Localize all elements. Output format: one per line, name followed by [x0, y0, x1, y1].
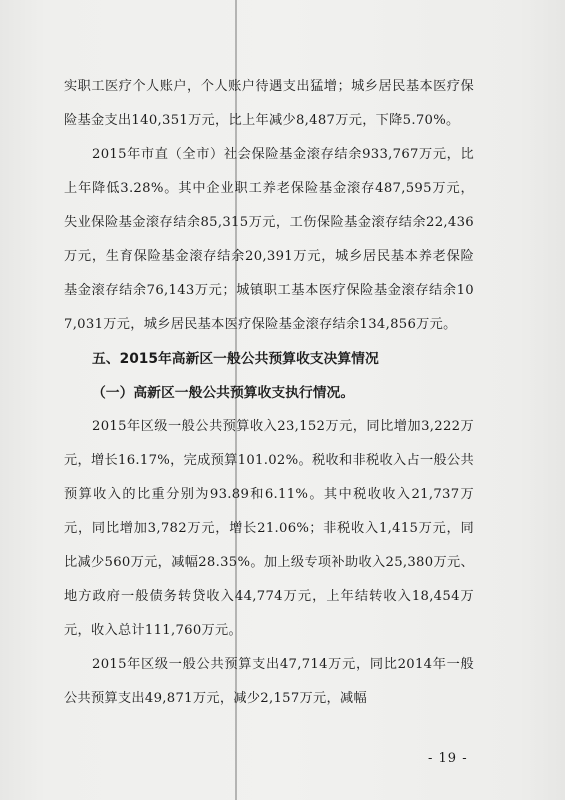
- paragraph-medical-insurance-expense: 实职工医疗个人账户，个人账户待遇支出猛增；城乡居民基本医疗保险基金支出140,351万元，比上年减少8,487万元，下降5.70%。: [64, 79, 474, 128]
- subsection-heading: （一）高新区一般公共预算收支执行情况。: [92, 385, 355, 401]
- paragraph-social-insurance-balance: 2015年市直（全市）社会保险基金滚存结余933,767万元，比上年降低3.28%。其中企业职工养老保险基金滚存487,595万元，失业保险基金滚存结余85,315万元，工伤保险基金滚存结余22,436万元，生育保险基金滚存结余20,391万元，城乡居民基本养老保险基金滚存结余76,143万元；城镇职工基本医疗保险基金滚存结余107,031万元，城乡居民基本医疗保险基金滚存结余134,856万元。: [64, 147, 474, 332]
- section-heading: 五、2015年高新区一般公共预算收支决算情况: [92, 351, 379, 367]
- paragraph-budget-revenue: 2015年区级一般公共预算收入23,152万元，同比增加3,222万元，增长16.17%，完成预算101.02%。税收和非税收入占一般公共预算收入的比重分别为93.89和6.11%。其中税收收入21,737万元，同比增加3,782万元，增长21.06%；非税收入1,415万元，同比减少560万元，减幅28.35%。加上级专项补助收入25,380万元、地方政府一般债务转贷收入44,774万元，上年结转收入18,454万元，收入总计111,760万元。: [64, 419, 474, 638]
- document-body: [64, 70, 474, 716]
- paragraph-budget-expenditure: 2015年区级一般公共预算支出47,714万元，同比2014年一般公共预算支出49,871万元，减少2,157万元，减幅: [64, 657, 474, 706]
- page-number: - 19 -: [428, 751, 468, 766]
